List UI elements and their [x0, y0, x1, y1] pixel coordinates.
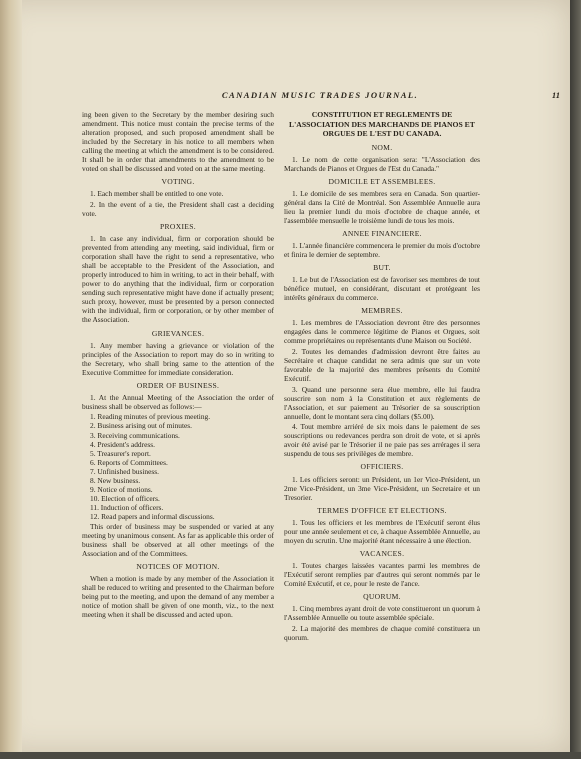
list-item: 1. Reading minutes of previous meeting. [90, 412, 211, 422]
list-item: 6. Reports of Committees. [90, 457, 168, 467]
quorum-paragraph-1: 1. Cinq membres ayant droit de vote constitueront un quorum à l'Assemblée Annuelle ou toute assemblée spéciale. [284, 604, 480, 623]
nom-heading: NOM. [371, 142, 393, 152]
notices-paragraph-1: When a motion is made by any member of the Association it shall be reduced to writing and presented to the Chairman before being put to the meeting, and upon the demand of any member a notice of motion shall be given of one month, viz., to the next meeting when it shall be discussed and acted upon. [82, 574, 274, 620]
page-binding-edge [0, 0, 22, 752]
quorum-heading: QUORUM. [363, 592, 401, 602]
list-item: 7. Unfinished business. [90, 466, 159, 476]
order-list [82, 412, 274, 521]
list-item: 12. Read papers and informal discussions. [90, 511, 215, 521]
constitution-title: CONSTITUTION ET REGLEMENTS DE L'ASSOCIATION DES MARCHANDS DE PIANOS ET ORGUES DE L'EST DU CANADA. [289, 110, 475, 138]
list-item: 10. Election of officers. [90, 493, 160, 503]
page-number: 11 [551, 90, 560, 100]
list-item: 5. Treasurer's report. [90, 448, 151, 458]
vacances-heading: VACANCES. [359, 548, 405, 558]
order-heading: ORDER OF BUSINESS. [136, 380, 220, 390]
officiers-paragraph-1: 1. Les officiers seront: un Président, un 1er Vice-Président, un 2me Vice-Président, un 3me Vice-Président, un Secretaire et un Tresorier. [284, 474, 480, 502]
order-paragraph-2: This order of business may be suspended or varied at any meeting by unanimous consent. As far as applicable this order of business shall be observed at all other meetings of the Association and of the Committees. [82, 521, 274, 559]
left-column [82, 110, 274, 621]
proxies-paragraph-1: 1. In case any individual, firm or corporation should be prevented from attending any meeting, said individual, firm or corporation shall have the right to send a representative, who shall be acceptable to the President of the Association, and properly introduced to him in writing, to act in their behalf, with power to do anything that the individual, firm or corporation sending such representative might have done if actually present; such proxy, however, must be presented by a person connected with the individual, firm or corporation, or by other member of the Association. [82, 234, 274, 325]
but-heading: BUT. [373, 263, 391, 273]
membres-paragraph-2: 2. Toutes les demandes d'admission devront être faites au Secrétaire et chaque candidat ne sera admis que sur un vote favorable de la majorité des membres présents du Comité Exécutif. [284, 346, 480, 384]
order-paragraph-1: 1. At the Annual Meeting of the Association the order of business shall be observed as follows:— [82, 392, 274, 411]
list-item: 11. Induction of officers. [90, 502, 164, 512]
domicile-heading: DOMICILE ET ASSEMBLEES. [328, 176, 436, 186]
journal-title: CANADIAN MUSIC TRADES JOURNAL. [221, 90, 419, 100]
membres-paragraph-1: 1. Les membres de l'Association devront être des personnes engagées dans le commerce légitime de Pianos et Orgues, soit comme propriétaires ou représentants d'une Maison ou Société. [284, 318, 480, 346]
page-header [80, 90, 560, 100]
termes-paragraph-1: 1. Tous les officiers et les membres de l'Exécutif seront élus pour une année seulement et ce, à chaque Assemblée Annuelle, au moyen du scrutin. Une majorité étant nécessaire à une élection. [284, 517, 480, 545]
membres-paragraph-3: 3. Quand une personne sera élue membre, elle lui faudra souscrire son nom à la Constitution et aux règlements de l'Association, et sur paiement au Trésorier de sa souscription annuelle, dont le montant sera cinq dollars ($5.00). [284, 384, 480, 421]
grievances-heading: GRIEVANCES. [151, 328, 205, 338]
list-item: 2. Business arising out of minutes. [90, 421, 193, 431]
book-bottom-edge [0, 752, 581, 759]
officiers-heading: OFFICIERS. [360, 462, 404, 472]
list-item: 4. President's address. [90, 439, 155, 449]
termes-heading: TERMES D'OFFICE ET ELECTIONS. [317, 505, 447, 515]
membres-heading: MEMBRES. [361, 306, 403, 316]
voting-paragraph-1: 1. Each member shall be entitled to one vote. [90, 189, 224, 199]
right-column [284, 110, 480, 643]
list-item: 8. New business. [90, 475, 141, 485]
book-edge [570, 0, 581, 759]
notices-heading: NOTICES OF MOTION. [136, 562, 220, 572]
grievances-paragraph-1: 1. Any member having a grievance or violation of the principles of the Association to report may do so in writing to the Secretary, who shall bring same to the attention of the Executive Committee for immediate consideration. [82, 340, 274, 377]
voting-paragraph-2: 2. In the event of a tie, the President shall cast a deciding vote. [82, 199, 274, 218]
proxies-heading: PROXIES. [160, 222, 196, 232]
nom-paragraph-1: 1. Le nom de cette organisation sera: "L'Association des Marchands de Pianos et Orgues de l'Est du Canada." [284, 154, 480, 173]
list-item: 9. Notice of motions. [90, 484, 153, 494]
domicile-paragraph-1: 1. Le domicile de ses membres sera en Canada. Son quartier-général dans la Cité de Montréal. Son Assemblée Annuelle aura lieu la premier lundi du mois d'octobre de chaque année, et l'assemblée mensuelle le troisième lundi de tous les mois. [284, 188, 480, 225]
intro-paragraph: ing been given to the Secretary by the member desiring such amendment. This notice must contain the precise terms of the alteration proposed, and such proposed amendment shall be included by the Secretary in his notice to all members when calling the meeting at which the amendment is to be considered. It shall be in order that amendments to the amendment to be voted on shall be discussed and voted on at the same meeting. [82, 110, 274, 174]
list-item: 3. Receiving communications. [90, 430, 180, 440]
membres-paragraph-4: 4. Tout membre arriéré de six mois dans le paiement de ses souscriptions ou redevances perdra son droit de vote, et si après avoir été avisé par le Trésorier il ne paie pas ses arrérages il sera suspendu de tous ses privilèges de membre. [284, 422, 480, 459]
but-paragraph-1: 1. Le but de l'Association est de favoriser ses membres de tout bénéfice mutuel, en considérant, discutant et protégeant les intérêts généraux du commerce. [284, 275, 480, 303]
voting-heading: VOTING. [161, 177, 195, 187]
quorum-paragraph-2: 2. La majorité des membres de chaque comité constituera un quorum. [284, 623, 480, 642]
annee-paragraph-1: 1. L'année financière commencera le premier du mois d'octobre et finira le dernier de septembre. [284, 240, 480, 259]
vacances-paragraph-1: 1. Toutes charges laissées vacantes parmi les membres de l'Exécutif seront remplies par d'autres qui seront nommés par le Comité Exécutif, et ce, pour le reste de l'ance. [284, 560, 480, 588]
annee-heading: ANNEE FINANCIERE. [342, 228, 422, 238]
